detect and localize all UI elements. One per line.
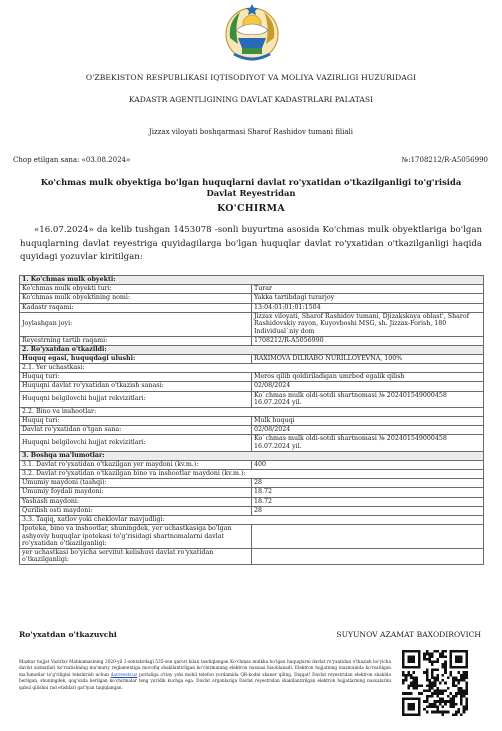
table-row	[20, 294, 484, 303]
subsection-row	[20, 407, 484, 416]
row-key: Huquqni davlat ro'yxatidan o'tkazish sanasi:	[20, 382, 252, 391]
row-key: Reyestrning tartib raqami:	[20, 336, 252, 345]
state-emblem-icon	[220, 4, 284, 68]
ministry-name: O'ZBEKISTON RESPUBLIKASI IQTISODIYOT VA MOLIYA VAZIRLIGI HUZURIDAGI	[85, 73, 417, 82]
document-number: №:1708212/R-A5056990	[401, 156, 488, 164]
subsection-row	[20, 469, 484, 478]
row-key: yer uchastkasi bo'yicha servitut kelishuvi davlat ro'yxatidan o'tkazilganligi:	[20, 548, 252, 564]
row-key: Huquqni belgilovchi hujjat rekvizitlari:	[20, 391, 252, 407]
intro-paragraph: «16.07.2024» da kelib tushgan 1453078 -sonli buyurtma asosida Ko'chmas mulk obyektlariga bo'lgan huquqlarning davlat reyestriga quyidagilarga bo'lgan huquqlar davlat ro'yxatidan o'tkazilganligi haqida quyidagi yozuvlar kiritilgan:	[20, 225, 482, 262]
table-row	[20, 391, 484, 407]
row-key: Ko'chmas mulk obyekti turi:	[20, 285, 252, 294]
table-row	[20, 435, 484, 451]
table-row	[20, 285, 484, 294]
table-row	[20, 336, 484, 345]
row-value: RAXIMOVA DILRABO NURILLOYEVNA, 100%	[252, 354, 484, 363]
subsection-title: 2.1. Yer uchastkasi:	[20, 364, 484, 373]
row-value	[252, 548, 484, 564]
table-row	[20, 417, 484, 426]
legal-footnote	[19, 660, 391, 692]
row-key: Qurilish osti maydoni:	[20, 506, 252, 515]
subsection-row	[20, 515, 484, 524]
row-value: Meros qilib qoldiriladigan umrbod egalik qilish	[252, 373, 484, 382]
registry-table	[19, 275, 484, 565]
row-key: Huquq egasi, huquqdagi ulushi:	[20, 354, 252, 363]
table-row	[20, 506, 484, 515]
registrar-label: Ro'yxatdan o'tkazuvchi	[19, 630, 117, 639]
subsection-row	[20, 364, 484, 373]
section-row	[20, 276, 484, 285]
section-row	[20, 345, 484, 354]
table-row	[20, 488, 484, 497]
row-key: Kadastr raqami:	[20, 303, 252, 312]
document-title: Ko'chmas mulk obyektiga bo'lgan huquqlarni davlat ro'yxatidan o'tkazilganligi to'g'risida Davlat Reyestridan	[40, 177, 462, 198]
subsection-title: 3.3. Taqiq, xatlov yoki cheklovlar mavjudligi:	[20, 515, 484, 524]
row-value: 18.72	[252, 488, 484, 497]
table-row	[20, 460, 484, 469]
table-row	[20, 382, 484, 391]
row-value: Jizzax viloyati, Sharof Rashidov tumani, Djizakskaya oblast', Sharof Rashidovskiy rayon, Kuyovboshi MSG, sh. Jizzax-Forish, 180 Individual`niy dom	[252, 312, 484, 336]
row-value: 13:04:01:01:01:1504	[252, 303, 484, 312]
print-date: Chop etilgan sana: «03.08.2024»	[13, 156, 131, 164]
branch-name: Jizzax viloyati boshqarmasi Sharof Rashidov tumani filiali	[148, 128, 354, 136]
section-row	[20, 451, 484, 460]
row-key: Davlat ro'yxatidan o'tgan sana:	[20, 426, 252, 435]
footnote-text: Mazkur hujjat Vazirlar Mahkamasining 2020-yil 2-sentabrdagi 535-son qarori bilan tasdiqlangan Ko'chmas mulkka bo'lgan huquqlarni davlat ro'yxatidan o'tkazish bo'yicha davlat xizmatlari ko'rsatishning ma'muriy reglamentiga muvofiq shakllantirilgan ko'chirmaning elektron nusxasi hisoblanadi. Elektron hujjatning mazmunida ko'rsatilgan ma'lumotlar to'g'riligini tekshirish uchun	[19, 660, 391, 678]
table-row	[20, 303, 484, 312]
row-value: Ko`chmas mulk oldi-sotdi shartnomasi № 202401549000458 16.07.2024 yil.	[252, 391, 484, 407]
row-value: Mulk huquqi	[252, 417, 484, 426]
section-title: 1. Ko'chmas mulk obyekti:	[20, 276, 484, 285]
section-title: 3. Boshqa ma'lumotlar:	[20, 451, 484, 460]
row-key: Huquqni belgilovchi hujjat rekvizitlari:	[20, 435, 252, 451]
table-row	[20, 312, 484, 336]
row-value	[252, 525, 484, 549]
section-title: 2. Ro'yxatdan o'tkazildi:	[20, 345, 484, 354]
row-key: Yashash maydoni:	[20, 497, 252, 506]
row-key: Ko'chmas mulk obyektining nomi:	[20, 294, 252, 303]
table-row	[20, 497, 484, 506]
row-value: 28	[252, 506, 484, 515]
row-value: 02/08/2024	[252, 426, 484, 435]
row-value: 400	[252, 460, 484, 469]
row-value: 28	[252, 479, 484, 488]
table-row	[20, 426, 484, 435]
row-key: Umumiy foydali maydoni:	[20, 488, 252, 497]
table-row	[20, 373, 484, 382]
row-key: Huquq turi:	[20, 417, 252, 426]
registrar-name: SUYUNOV AZAMAT BAXODIROVICH	[336, 630, 481, 639]
table-row	[20, 548, 484, 564]
row-key: Joylashgan joyi:	[20, 312, 252, 336]
row-key: Ipoteka, bino va inshootlar, shuningdek, yer uchastkasiga bo'lgan ashyoviy huquqlar ipotekasi to'g'risidagi shartnomalarni davlat ro'yxatidan o'tkazilganligi:	[20, 525, 252, 549]
row-value: Turar	[252, 285, 484, 294]
subsection-title: 2.2. Bino va inshootlar:	[20, 407, 484, 416]
row-key: 3.1. Davlat ro'yxatidan o'tkazilgan yer maydoni (kv.m.):	[20, 460, 252, 469]
table-row	[20, 354, 484, 363]
document-heading: KO'CHIRMA	[217, 203, 285, 214]
table-row	[20, 479, 484, 488]
agency-name: KADASTR AGENTLIGINING DAVLAT KADASTRLARI PALATASI	[128, 95, 374, 104]
row-value: 02/08/2024	[252, 382, 484, 391]
row-value: 1708212/R-A5056990	[252, 336, 484, 345]
row-value: 18.72	[252, 497, 484, 506]
row-value: Yakka tartibdagi turarjoy	[252, 294, 484, 303]
row-value: Ko`chmas mulk oldi-sotdi shartnomasi № 202401549000458 16.07.2024 yil.	[252, 435, 484, 451]
row-key: Umumiy maydoni (tashqi):	[20, 479, 252, 488]
registry-portal-link[interactable]: davreestr.uz	[110, 672, 138, 678]
table-row	[20, 525, 484, 549]
footnote-text-continued: portaliga o'tiny yoki mobil telefon yordamida QR-kodni skaner qiling. Diqqat! Davlat reyestridan elektron shaklda berilgan, shuningdek, qog'ozda berilgan ko'chirmalar teng yuridik kuchga ega. Davlat organlariga Davlat reyestridan shakllantirilgan elektron hujjatlarning nusxalarini qabul qilishni rad etishlari qat'iyan taqiqlangan.	[19, 672, 391, 691]
row-key: Huquq turi:	[20, 373, 252, 382]
qr-code-icon[interactable]	[402, 650, 468, 716]
subsection-title: 3.2. Davlat ro'yxatidan o'tkazilgan bino va inshootlar maydoni (kv.m.):	[20, 469, 484, 478]
